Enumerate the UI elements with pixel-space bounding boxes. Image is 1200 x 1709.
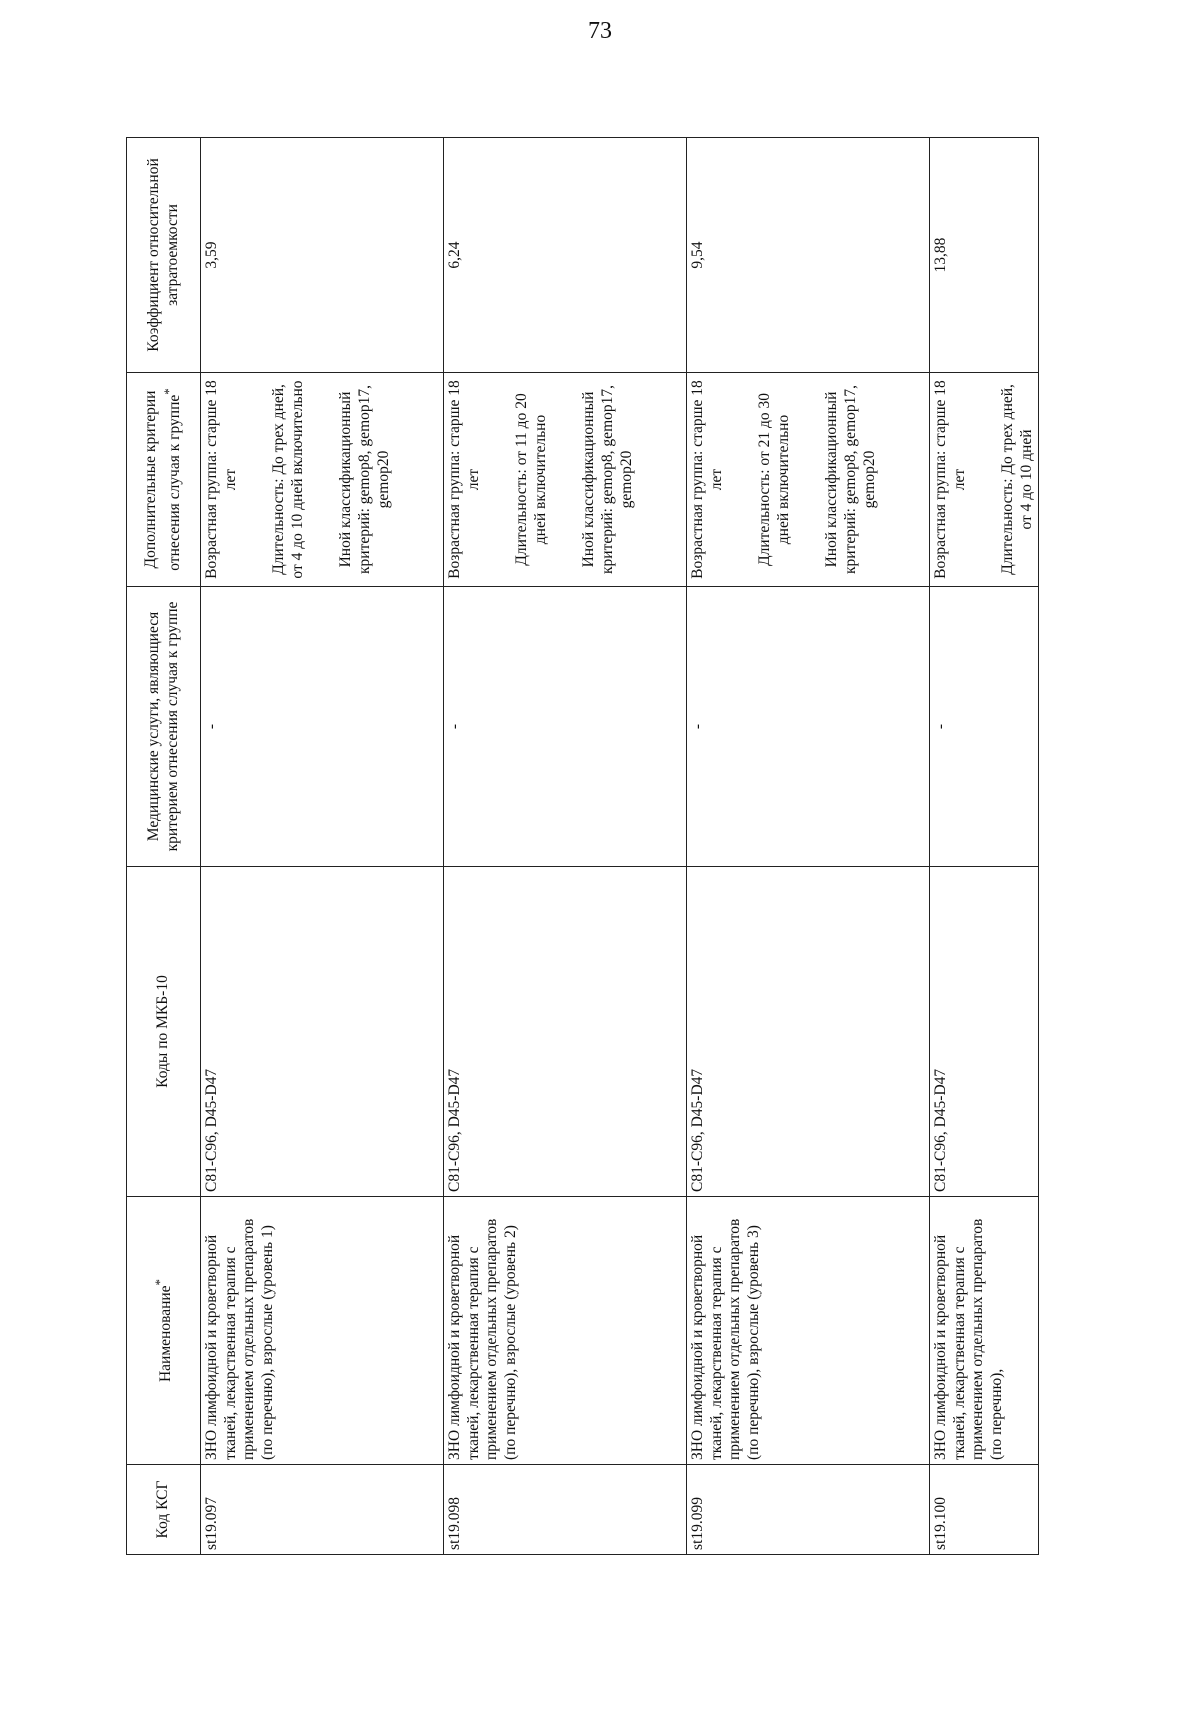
cell-code: st19.100 [930, 1465, 1039, 1555]
cell-mkb: C81-C96, D45-D47 [687, 867, 930, 1197]
cell-mkb: C81-C96, D45-D47 [201, 867, 444, 1197]
cell-mkb: C81-C96, D45-D47 [930, 867, 1039, 1197]
cell-coef: 13,88 [930, 138, 1039, 373]
table-row [930, 138, 1039, 1555]
ksg-table-rotated [126, 138, 1035, 1555]
criteria-other: Иной классификационный критерий: gemop8, gemop17, gemop20 [337, 385, 392, 574]
header-mkb: Коды по МКБ-10 [127, 867, 201, 1197]
table-row [201, 138, 444, 1555]
cell-services: - [687, 587, 930, 867]
table-row [687, 138, 930, 1555]
criteria-age: Возрастная группа: старше 18 лет [932, 380, 968, 579]
cell-coef: 9,54 [687, 138, 930, 373]
header-services: Медицинские услуги, являющиеся критерием отнесения случая к группе [127, 587, 201, 867]
cell-criteria [444, 373, 687, 587]
table-row [444, 138, 687, 1555]
cell-services: - [930, 587, 1039, 867]
criteria-age: Возрастная группа: старше 18 лет [689, 380, 725, 579]
criteria-other: Иной классификационный критерий: gemop8, gemop17, gemop20 [580, 385, 635, 574]
cell-name: ЗНО лимфоидной и кроветворной тканей, лекарственная терапия с применением отдельных препаратов (по перечню), взрослые (уровень 1) [201, 1197, 444, 1465]
criteria-duration: Длительность: от 11 до 20 дней включительно [513, 393, 549, 566]
cell-code: st19.097 [201, 1465, 444, 1555]
header-name-footnote-mark: * [151, 1278, 167, 1286]
criteria-duration: Длительность: До трех дней, от 4 до 10 дней включительно [270, 380, 306, 579]
criteria-duration: Длительность: от 21 до 30 дней включительно [756, 393, 792, 566]
header-criteria: Дополнительные критерии отнесения случая к группе* [127, 373, 201, 587]
cell-services: - [201, 587, 444, 867]
cell-criteria [930, 373, 1039, 587]
header-criteria-footnote-mark: * [160, 388, 176, 395]
cell-mkb: C81-C96, D45-D47 [444, 867, 687, 1197]
header-code: Код КСГ [127, 1465, 201, 1555]
cell-coef: 6,24 [444, 138, 687, 373]
page-number: 73 [588, 18, 612, 44]
cell-name-text: ЗНО лимфоидной и кроветворной тканей, лекарственная терапия с применением отдельных препаратов (по перечню), [932, 1218, 1005, 1460]
header-name: Наименование* [127, 1197, 201, 1465]
table-header-row [127, 138, 201, 1555]
cell-criteria [687, 373, 930, 587]
cell-services: - [444, 587, 687, 867]
ksg-table [126, 137, 1039, 1555]
cell-name [930, 1197, 1039, 1465]
criteria-duration: Длительность: До трех дней, от 4 до 10 дней [999, 384, 1035, 575]
cell-code: st19.099 [687, 1465, 930, 1555]
criteria-age: Возрастная группа: старше 18 лет [446, 380, 482, 579]
cell-name: ЗНО лимфоидной и кроветворной тканей, лекарственная терапия с применением отдельных препаратов (по перечню), взрослые (уровень 3) [687, 1197, 930, 1465]
cell-criteria [201, 373, 444, 587]
header-coef: Коэффициент относительной затратоемкости [127, 138, 201, 373]
criteria-age: Возрастная группа: старше 18 лет [203, 380, 239, 579]
cell-coef: 3,59 [201, 138, 444, 373]
cell-criteria-text [932, 377, 1036, 582]
criteria-other: Иной классификационный критерий: gemop8, gemop17, gemop20 [823, 385, 878, 574]
cell-name: ЗНО лимфоидной и кроветворной тканей, лекарственная терапия с применением отдельных препаратов (по перечню), взрослые (уровень 2) [444, 1197, 687, 1465]
cell-code: st19.098 [444, 1465, 687, 1555]
